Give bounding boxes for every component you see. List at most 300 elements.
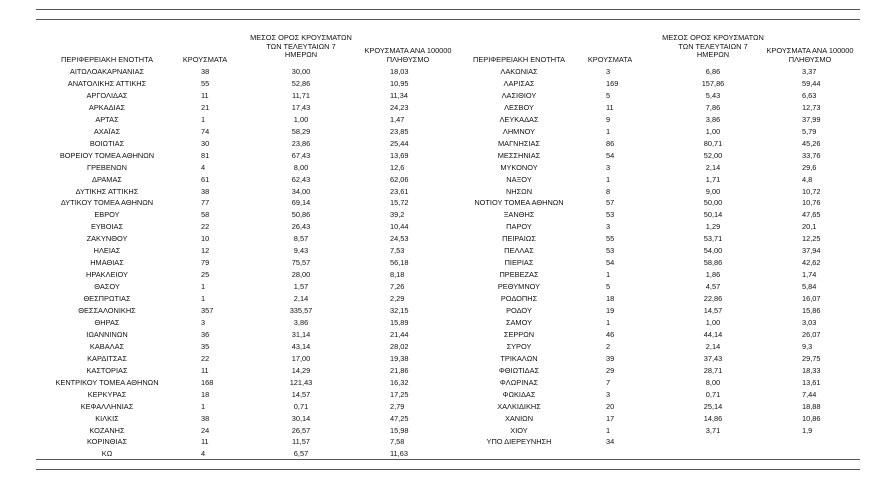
- cases-cell: 168: [201, 377, 214, 387]
- avg-cell: 14,86: [703, 413, 723, 423]
- rate-cell: 32,15: [390, 306, 409, 315]
- cases-cell: 77: [201, 198, 210, 208]
- rate-cell: 1,9: [802, 425, 813, 435]
- avg-cell: 80,71: [703, 138, 723, 148]
- table-row: [0, 342, 880, 352]
- cases-cell: 57: [606, 198, 615, 208]
- table-row: [0, 318, 880, 328]
- cases-cell: 1: [201, 114, 206, 124]
- cases-cell: 61: [201, 174, 210, 184]
- avg-cell: 5,43: [705, 90, 721, 100]
- region-cell: ΞΑΝΘΗΣ: [503, 210, 535, 220]
- region-cell: ΑΝΑΤΟΛΙΚΗΣ ΑΤΤΙΚΗΣ: [67, 78, 147, 88]
- region-cell: ΧΑΝΙΩΝ: [504, 413, 534, 423]
- rate-cell: 29,6: [802, 162, 817, 172]
- rate-cell: 7,26: [390, 282, 405, 292]
- rate-cell: 23,85: [390, 126, 409, 136]
- region-cell: ΕΒΡΟΥ: [94, 210, 120, 220]
- rate-cell: 12,25: [802, 234, 821, 244]
- table-row: [0, 330, 880, 340]
- region-cell: ΜΕΣΣΗΝΙΑΣ: [497, 150, 541, 160]
- rate-cell: 39,2: [390, 210, 405, 220]
- rate-cell: 2,29: [390, 294, 405, 304]
- table-row: [0, 163, 880, 173]
- region-cell: ΠΑΡΟΥ: [506, 222, 532, 232]
- rate-cell: 20,1: [802, 222, 817, 232]
- region-cell: ΥΠΟ ΔΙΕΡΕΥΝΗΣΗ: [486, 437, 552, 447]
- rate-cell: 17,25: [390, 389, 409, 399]
- cases-cell: 3: [606, 162, 611, 172]
- region-cell: ΘΕΣΠΡΩΤΙΑΣ: [83, 294, 131, 304]
- region-cell: ΠΙΕΡΙΑΣ: [504, 258, 534, 268]
- cases-cell: 18: [606, 294, 615, 304]
- avg-cell: 30,00: [291, 67, 311, 76]
- cases-cell: 3: [201, 317, 206, 327]
- table-row: [0, 426, 880, 436]
- avg-cell: 37,43: [703, 353, 723, 363]
- avg-cell: 50,14: [703, 210, 723, 220]
- cases-cell: 9: [606, 114, 611, 124]
- region-cell: ΗΡΑΚΛΕΙΟΥ: [86, 270, 128, 280]
- table-row: [0, 414, 880, 424]
- cases-cell: 169: [606, 78, 619, 88]
- avg-cell: 1,00: [293, 114, 309, 124]
- cases-cell: 38: [201, 413, 210, 423]
- right-header-avg: ΜΕΣΟΣ ΟΡΟΣ ΚΡΟΥΣΜΑΤΩΝ ΤΩΝ ΤΕΛΕΥΤΑΙΩΝ 7 ΗΜΕΡΩΝ: [662, 33, 764, 60]
- avg-cell: 14,29: [291, 365, 311, 375]
- table-row: [0, 175, 880, 185]
- cases-cell: 53: [606, 210, 615, 220]
- avg-cell: 1,86: [705, 270, 721, 280]
- region-cell: ΕΥΒΟΙΑΣ: [90, 222, 124, 232]
- avg-cell: 14,57: [291, 389, 311, 399]
- cases-cell: 30: [201, 138, 210, 148]
- region-cell: ΑΧΑΪΑΣ: [93, 126, 121, 136]
- left-header-cases: ΚΡΟΥΣΜΑΤΑ: [182, 55, 228, 64]
- avg-cell: 1,57: [293, 282, 309, 292]
- avg-cell: 7,86: [705, 102, 721, 112]
- table-row: [0, 91, 880, 101]
- table-row: [0, 139, 880, 149]
- cases-cell: 54: [606, 150, 615, 160]
- table-row: [0, 294, 880, 304]
- region-cell: ΗΛΕΙΑΣ: [93, 246, 121, 256]
- region-cell: ΚΕΝΤΡΙΚΟΥ ΤΟΜΕΑ ΑΘΗΝΩΝ: [55, 377, 159, 387]
- region-cell: ΒΟΡΕΙΟΥ ΤΟΜΕΑ ΑΘΗΝΩΝ: [59, 150, 155, 160]
- region-cell: ΘΑΣΟΥ: [94, 282, 120, 292]
- cases-cell: 3: [606, 67, 611, 76]
- avg-cell: 25,14: [703, 401, 723, 411]
- rate-cell: 62,06: [390, 174, 409, 184]
- cases-cell: 4: [201, 449, 206, 459]
- avg-cell: 9,43: [293, 246, 309, 256]
- rate-cell: 33,76: [802, 150, 821, 160]
- cases-cell: 55: [201, 78, 210, 88]
- avg-cell: 1,29: [705, 222, 721, 232]
- avg-cell: 28,71: [703, 365, 723, 375]
- cases-cell: 39: [606, 353, 615, 363]
- region-cell: ΗΜΑΘΙΑΣ: [90, 258, 124, 268]
- avg-cell: 0,71: [705, 389, 721, 399]
- avg-cell: 1,00: [705, 126, 721, 136]
- table-row: [0, 210, 880, 220]
- avg-cell: 11,71: [292, 90, 310, 100]
- rate-cell: 2,79: [390, 401, 405, 411]
- region-cell: ΣΑΜΟΥ: [505, 317, 533, 327]
- cases-cell: 2: [606, 341, 611, 351]
- rate-cell: 16,32: [390, 377, 409, 387]
- rate-cell: 7,58: [390, 437, 405, 447]
- cases-cell: 53: [606, 246, 615, 256]
- region-cell: ΚΩ: [101, 449, 113, 459]
- rate-cell: 1,47: [390, 114, 405, 124]
- avg-cell: 34,00: [291, 186, 311, 196]
- cases-cell: 3: [606, 389, 611, 399]
- rate-cell: 7,44: [802, 389, 817, 399]
- cases-cell: 1: [606, 174, 611, 184]
- top-rule: [36, 9, 860, 10]
- bottom-rule-1: [36, 459, 860, 460]
- rate-cell: 47,65: [802, 210, 821, 220]
- rate-cell: 24,23: [390, 102, 409, 112]
- rate-cell: 37,99: [802, 114, 821, 124]
- region-cell: ΦΘΙΩΤΙΔΑΣ: [498, 365, 540, 375]
- avg-cell: 53,71: [703, 234, 723, 244]
- rate-cell: 15,72: [390, 198, 409, 208]
- table-row: [0, 67, 880, 77]
- rate-cell: 12,73: [802, 102, 821, 112]
- region-cell: ΔΥΤΙΚΗΣ ΑΤΤΙΚΗΣ: [75, 186, 139, 196]
- region-cell: ΒΟΙΩΤΙΑΣ: [89, 138, 125, 148]
- avg-cell: 8,00: [293, 162, 309, 172]
- table-row: [0, 234, 880, 244]
- rate-cell: 47,25: [390, 413, 409, 423]
- cases-cell: 29: [606, 365, 615, 375]
- table-row: [0, 198, 880, 208]
- rate-cell: 10,76: [802, 198, 821, 208]
- region-cell: ΚΑΒΑΛΑΣ: [89, 341, 125, 351]
- region-cell: ΙΩΑΝΝΙΝΩΝ: [86, 329, 128, 339]
- region-cell: ΓΡΕΒΕΝΩΝ: [87, 162, 127, 172]
- cases-cell: 5: [606, 90, 611, 100]
- rate-cell: 4,8: [802, 174, 813, 184]
- avg-cell: 6,57: [293, 449, 309, 459]
- avg-cell: 30,14: [291, 413, 311, 423]
- avg-cell: 52,86: [291, 78, 311, 88]
- table-row: [0, 390, 880, 400]
- region-cell: ΑΡΤΑΣ: [95, 114, 119, 124]
- avg-cell: 62,43: [291, 174, 311, 184]
- table-row: [0, 354, 880, 364]
- cases-cell: 11: [201, 90, 209, 100]
- region-cell: ΠΕΛΛΑΣ: [504, 246, 534, 256]
- table-row: [0, 270, 880, 280]
- region-cell: ΝΟΤΙΟΥ ΤΟΜΕΑ ΑΘΗΝΩΝ: [474, 198, 564, 208]
- cases-cell: 54: [606, 258, 615, 268]
- cases-cell: 25: [201, 270, 210, 280]
- left-header-rate: ΚΡΟΥΣΜΑΤΑ ΑΝΑ 100000 ΠΛΗΘΥΣΜΟ: [364, 46, 452, 64]
- cases-cell: 3: [606, 222, 611, 232]
- region-cell: ΖΑΚΥΝΘΟΥ: [86, 234, 128, 244]
- rate-cell: 21,44: [390, 329, 409, 339]
- right-header-cases: ΚΡΟΥΣΜΑΤΑ: [587, 55, 633, 64]
- rate-cell: 18,33: [802, 365, 821, 375]
- rate-cell: 25,44: [390, 138, 409, 148]
- region-cell: ΧΑΛΚΙΔΙΚΗΣ: [497, 401, 541, 411]
- cases-cell: 19: [606, 306, 615, 315]
- cases-cell: 1: [606, 317, 611, 327]
- cases-cell: 4: [201, 162, 206, 172]
- region-cell: ΣΕΡΡΩΝ: [503, 329, 535, 339]
- region-cell: ΚΕΦΑΛΛΗΝΙΑΣ: [80, 401, 134, 411]
- rate-cell: 28,02: [390, 341, 409, 351]
- region-cell: ΛΕΣΒΟΥ: [504, 102, 534, 112]
- region-cell: ΝΗΣΩΝ: [505, 186, 533, 196]
- avg-cell: 52,00: [703, 150, 723, 160]
- cases-cell: 79: [201, 258, 210, 268]
- cases-cell: 22: [201, 222, 210, 232]
- cases-cell: 20: [606, 401, 615, 411]
- avg-cell: 6,86: [705, 67, 721, 76]
- rate-cell: 16,07: [802, 294, 821, 304]
- cases-cell: 11: [201, 365, 209, 375]
- avg-cell: 1,00: [705, 317, 721, 327]
- rate-cell: 19,38: [390, 353, 409, 363]
- avg-cell: 23,86: [291, 138, 311, 148]
- rate-cell: 42,62: [802, 258, 821, 268]
- rate-cell: 37,94: [802, 246, 821, 256]
- cases-cell: 11: [201, 437, 209, 447]
- rate-cell: 5,79: [802, 126, 817, 136]
- avg-cell: 11,57: [292, 437, 310, 447]
- cases-cell: 11: [606, 102, 614, 112]
- avg-cell: 67,43: [291, 150, 311, 160]
- right-header-region: ΠΕΡΙΦΕΡΕΙΑΚΗ ΕΝΟΤΗΤΑ: [473, 55, 565, 64]
- region-cell: ΑΡΓΟΛΙΔΑΣ: [86, 90, 128, 100]
- rate-cell: 18,03: [390, 67, 409, 76]
- avg-cell: 0,71: [293, 401, 309, 411]
- table-row: [0, 366, 880, 376]
- region-cell: ΜΥΚΟΝΟΥ: [500, 162, 538, 172]
- rate-cell: 13,69: [390, 150, 409, 160]
- cases-cell: 1: [201, 401, 206, 411]
- region-cell: ΘΕΣΣΑΛΟΝΙΚΗΣ: [78, 306, 136, 315]
- avg-cell: 44,14: [703, 329, 723, 339]
- right-header-rate: ΚΡΟΥΣΜΑΤΑ ΑΝΑ 100000 ΠΛΗΘΥΣΜΟ: [766, 46, 854, 64]
- table-row: [0, 258, 880, 268]
- region-cell: ΛΕΥΚΑΔΑΣ: [499, 114, 539, 124]
- table-row: [0, 437, 880, 447]
- rate-cell: 11,63: [390, 449, 408, 459]
- region-cell: ΛΗΜΝΟΥ: [502, 126, 536, 136]
- avg-cell: 69,14: [291, 198, 311, 208]
- avg-cell: 54,00: [703, 246, 723, 256]
- avg-cell: 28,00: [291, 270, 311, 280]
- header-rule: [36, 19, 860, 20]
- avg-cell: 50,00: [703, 198, 723, 208]
- avg-cell: 4,57: [705, 282, 721, 292]
- rate-cell: 15,98: [390, 425, 409, 435]
- region-cell: ΚΟΡΙΝΘΙΑΣ: [86, 437, 128, 447]
- cases-cell: 17: [606, 413, 615, 423]
- rate-cell: 6,63: [802, 90, 817, 100]
- table-row: [0, 402, 880, 412]
- cases-cell: 58: [201, 210, 210, 220]
- rate-cell: 7,53: [390, 246, 405, 256]
- avg-cell: 22,86: [703, 294, 723, 304]
- rate-cell: 18,88: [802, 401, 821, 411]
- avg-cell: 2,14: [293, 294, 309, 304]
- region-cell: ΛΑΣΙΘΙΟΥ: [501, 90, 537, 100]
- avg-cell: 26,43: [291, 222, 311, 232]
- region-cell: ΝΑΞΟΥ: [506, 174, 532, 184]
- avg-cell: 58,86: [703, 258, 723, 268]
- region-cell: ΦΛΩΡΙΝΑΣ: [499, 377, 539, 387]
- region-cell: ΠΕΙΡΑΙΩΣ: [502, 234, 536, 244]
- cases-cell: 46: [606, 329, 615, 339]
- region-cell: ΑΡΚΑΔΙΑΣ: [88, 102, 126, 112]
- region-cell: ΦΩΚΙΔΑΣ: [502, 389, 536, 399]
- region-cell: ΤΡΙΚΑΛΩΝ: [500, 353, 538, 363]
- cases-cell: 81: [201, 150, 210, 160]
- region-cell: ΜΑΓΝΗΣΙΑΣ: [498, 138, 540, 148]
- avg-cell: 3,86: [293, 317, 309, 327]
- avg-cell: 31,14: [291, 329, 311, 339]
- avg-cell: 9,00: [705, 186, 721, 196]
- rate-cell: 11,34: [390, 90, 408, 100]
- avg-cell: 1,71: [705, 174, 721, 184]
- rate-cell: 3,03: [802, 317, 817, 327]
- table-row: [0, 115, 880, 125]
- rate-cell: 26,07: [802, 329, 821, 339]
- rate-cell: 1,74: [802, 270, 817, 280]
- avg-cell: 17,00: [291, 353, 311, 363]
- cases-cell: 18: [201, 389, 210, 399]
- cases-cell: 74: [201, 126, 210, 136]
- rate-cell: 21,86: [390, 365, 409, 375]
- table-row: [0, 151, 880, 161]
- rate-cell: 10,72: [802, 186, 821, 196]
- region-cell: ΔΥΤΙΚΟΥ ΤΟΜΕΑ ΑΘΗΝΩΝ: [60, 198, 154, 208]
- region-cell: ΛΑΚΩΝΙΑΣ: [500, 67, 538, 76]
- left-header-region: ΠΕΡΙΦΕΡΕΙΑΚΗ ΕΝΟΤΗΤΑ: [61, 55, 153, 64]
- rate-cell: 24,53: [390, 234, 409, 244]
- rate-cell: 56,18: [390, 258, 409, 268]
- rate-cell: 12,6: [390, 162, 405, 172]
- rate-cell: 15,89: [390, 317, 409, 327]
- avg-cell: 26,57: [291, 425, 311, 435]
- avg-cell: 17,43: [291, 102, 311, 112]
- cases-cell: 12: [201, 246, 210, 256]
- bottom-rule-2: [36, 469, 860, 470]
- table-row: [0, 222, 880, 232]
- avg-cell: 75,57: [291, 258, 311, 268]
- avg-cell: 14,57: [703, 306, 723, 315]
- cases-cell: 24: [201, 425, 210, 435]
- region-cell: ΚΑΣΤΟΡΙΑΣ: [86, 365, 128, 375]
- rate-cell: 45,26: [802, 138, 821, 148]
- cases-cell: 1: [606, 126, 611, 136]
- cases-cell: 86: [606, 138, 615, 148]
- region-cell: ΛΑΡΙΣΑΣ: [503, 78, 535, 88]
- table-row: [0, 187, 880, 197]
- avg-cell: 121,43: [289, 377, 313, 387]
- left-header-avg: ΜΕΣΟΣ ΟΡΟΣ ΚΡΟΥΣΜΑΤΩΝ ΤΩΝ ΤΕΛΕΥΤΑΙΩΝ 7 ΗΜΕΡΩΝ: [250, 33, 352, 60]
- rate-cell: 8,18: [390, 270, 405, 280]
- region-cell: ΡΟΔΟΠΗΣ: [500, 294, 538, 304]
- cases-cell: 21: [201, 102, 210, 112]
- table-row: [0, 127, 880, 137]
- rate-cell: 10,86: [802, 413, 821, 423]
- cases-cell: 38: [201, 67, 210, 76]
- cases-cell: 1: [201, 294, 206, 304]
- avg-cell: 43,14: [291, 341, 311, 351]
- cases-cell: 7: [606, 377, 611, 387]
- region-cell: ΡΕΘΥΜΝΟΥ: [497, 282, 541, 292]
- cases-cell: 1: [606, 270, 611, 280]
- rate-cell: 15,86: [802, 306, 821, 315]
- cases-cell: 10: [201, 234, 210, 244]
- rate-cell: 59,44: [802, 78, 821, 88]
- rate-cell: 9,3: [802, 341, 813, 351]
- table-row: [0, 282, 880, 292]
- region-cell: ΘΗΡΑΣ: [94, 317, 120, 327]
- avg-cell: 2,14: [705, 341, 721, 351]
- region-cell: ΚΟΖΑΝΗΣ: [89, 425, 125, 435]
- avg-cell: 58,29: [291, 126, 311, 136]
- region-cell: ΚΕΡΚΥΡΑΣ: [87, 389, 127, 399]
- cases-cell: 1: [606, 425, 611, 435]
- cases-cell: 35: [201, 341, 210, 351]
- cases-cell: 1: [201, 282, 206, 292]
- table-row: [0, 449, 880, 459]
- cases-cell: 38: [201, 186, 210, 196]
- cases-cell: 357: [201, 306, 214, 315]
- table-row: [0, 103, 880, 113]
- avg-cell: 157,86: [701, 78, 725, 88]
- region-cell: ΠΡΕΒΕΖΑΣ: [499, 270, 539, 280]
- region-cell: ΡΟΔΟΥ: [506, 306, 532, 315]
- table-row: [0, 246, 880, 256]
- avg-cell: 50,86: [291, 210, 311, 220]
- avg-cell: 8,57: [293, 234, 309, 244]
- table-row: [0, 79, 880, 89]
- avg-cell: 335,57: [289, 306, 313, 315]
- rate-cell: 13,61: [802, 377, 821, 387]
- rate-cell: 23,61: [390, 186, 409, 196]
- region-cell: ΣΥΡΟΥ: [506, 341, 532, 351]
- region-cell: ΧΙΟΥ: [510, 425, 528, 435]
- region-cell: ΚΙΛΚΙΣ: [95, 413, 119, 423]
- cases-cell: 8: [606, 186, 611, 196]
- table-row: [0, 306, 880, 316]
- avg-cell: 8,00: [705, 377, 721, 387]
- region-cell: ΚΑΡΔΙΤΣΑΣ: [87, 353, 127, 363]
- cases-cell: 34: [606, 437, 615, 447]
- rate-cell: 5,84: [802, 282, 817, 292]
- avg-cell: 3,86: [705, 114, 721, 124]
- rate-cell: 10,44: [390, 222, 409, 232]
- cases-cell: 5: [606, 282, 611, 292]
- rate-cell: 29,75: [802, 353, 821, 363]
- table-row: [0, 378, 880, 388]
- avg-cell: 2,14: [705, 162, 721, 172]
- rate-cell: 3,37: [802, 67, 817, 76]
- cases-cell: 36: [201, 329, 210, 339]
- avg-cell: 3,71: [705, 425, 721, 435]
- region-cell: ΑΙΤΩΛΟΑΚΑΡΝΑΝΙΑΣ: [69, 67, 145, 76]
- region-cell: ΔΡΑΜΑΣ: [92, 174, 122, 184]
